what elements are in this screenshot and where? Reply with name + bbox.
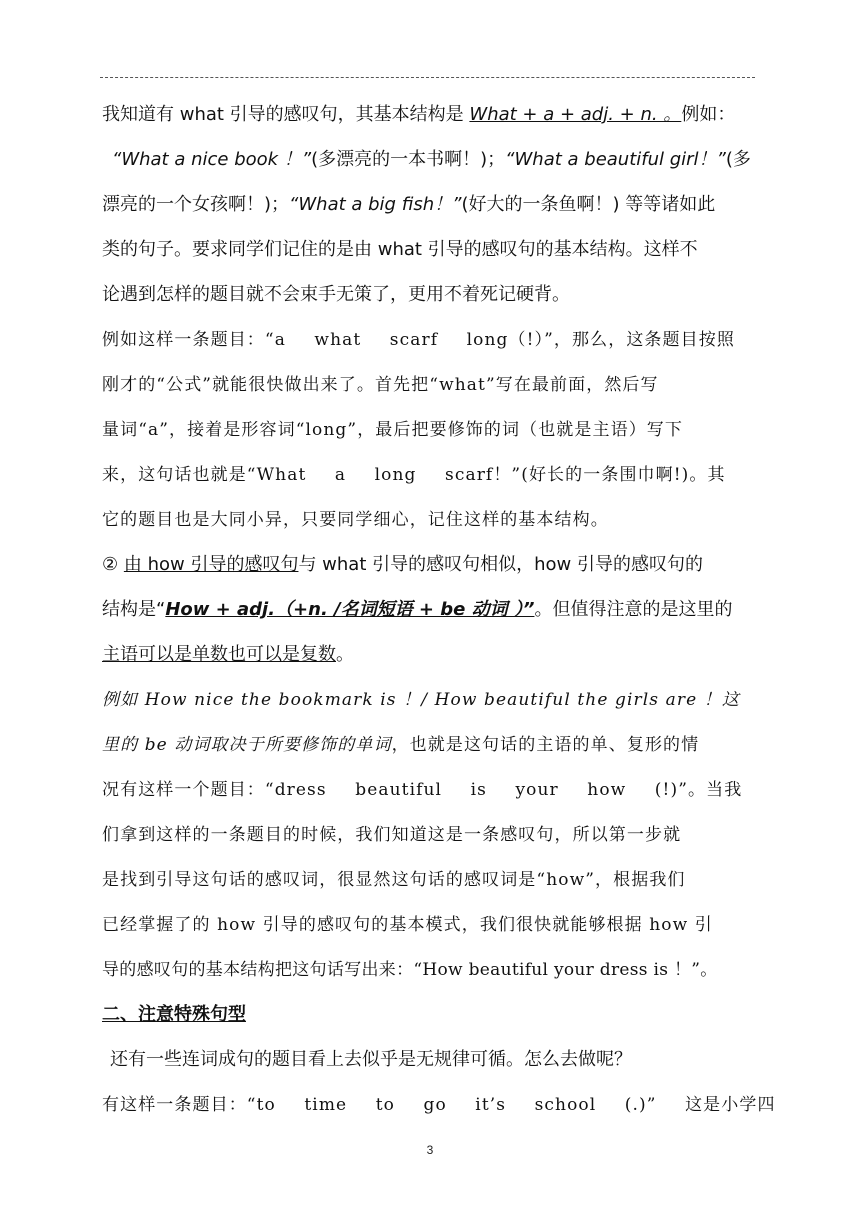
text-line [102, 1085, 776, 1125]
text-line [102, 770, 762, 810]
text-line [102, 365, 762, 405]
text-run: 。 [336, 644, 354, 665]
text-line [110, 1040, 770, 1080]
text-run: (好大的一条鱼啊！) 等等诸如此 [461, 194, 716, 215]
page-number: 3 [426, 1143, 434, 1157]
text-line [102, 860, 762, 900]
text-line [102, 725, 762, 765]
text-run: ，也就是这句话的主语的单、复形的情 [391, 735, 700, 755]
text-run: 例如： [681, 104, 736, 125]
text-run: 漂亮的一个女孩啊！)； [102, 194, 290, 215]
example-sentence: “What a nice book ！” [112, 149, 312, 170]
text-run: 还有一些连词成句的题目看上去似乎是无规律可循。怎么去做呢？ [110, 1049, 632, 1070]
example-sentence: 例如 How nice the bookmark is ！/ How beautiful the girls are ！这 [102, 690, 740, 710]
text-line [102, 680, 762, 720]
text-run: 有这样一条题目：“to time to go it’s school (.)” 这是小学四 [102, 1095, 776, 1115]
example-sentence: “What a beautiful girl！” [505, 149, 726, 170]
text-run: 它的题目也是大同小异，只要同学细心，记住这样的基本结构。 [102, 510, 609, 530]
list-marker: ② [102, 554, 124, 575]
text-run: 我知道有 what 引导的感叹句，其基本结构是 [102, 104, 470, 125]
text-run: (多漂亮的一本书啊！)； [311, 149, 506, 170]
text-run: 况有这样一个题目：“dress beautiful is your how (!)”。当我 [102, 780, 743, 800]
emphasis-note: 主语可以是单数也可以是复数 [102, 644, 336, 665]
text-line [102, 545, 762, 585]
text-line [102, 635, 762, 675]
structure-formula: What + a + adj. + n. 。 [469, 104, 682, 125]
text-run: 论遇到怎样的题目就不会束手无策了，更用不着死记硬背。 [102, 284, 570, 305]
text-run: 类的句子。要求同学们记住的是由 what 引导的感叹句的基本结构。这样不 [102, 239, 698, 260]
text-run: 刚才的“公式”就能很快做出来了。首先把“what”写在最前面，然后写 [102, 375, 659, 395]
structure-formula: How + adj.（+n. /名词短语 + be 动词 ）” [165, 599, 535, 620]
text-run: 结构是“ [102, 599, 166, 620]
section-heading-text: 二、注意特殊句型 [102, 1004, 246, 1025]
text-line [102, 815, 762, 855]
text-run: 已经掌握了的 how 引导的感叹句的基本模式，我们很快就能够根据 how 引 [102, 915, 713, 935]
text-line [102, 185, 762, 225]
text-line [102, 230, 762, 270]
section-heading [102, 995, 762, 1035]
section-subheading: 由 how 引导的感叹句 [123, 554, 299, 575]
text-line [102, 500, 762, 540]
text-line [112, 140, 772, 180]
header-divider [100, 77, 755, 78]
text-run: 与 what 引导的感叹句相似，how 引导的感叹句的 [298, 554, 703, 575]
text-line [102, 275, 762, 315]
text-run: 是找到引导这句话的感叹词，很显然这句话的感叹词是“how”，根据我们 [102, 870, 686, 890]
text-run: 们拿到这样的一条题目的时候，我们知道这是一条感叹句，所以第一步就 [102, 825, 682, 845]
text-run: 来，这句话也就是“What a long scarf！”(好长的一条围巾啊!)。其 [102, 465, 726, 485]
text-run: 例如这样一条题目：“a what scarf long（!）”，那么，这条题目按照 [102, 330, 735, 350]
text-line [102, 950, 762, 990]
text-line [102, 455, 762, 495]
text-line [102, 320, 762, 360]
text-run: 导的感叹句的基本结构把这句话写出来：“How beautiful your dress is ！”。 [102, 960, 718, 980]
text-run: 。但值得注意的是这里的 [534, 599, 733, 620]
text-line [102, 590, 762, 630]
example-note: 里的 be 动词取决于所要修饰的单词 [102, 735, 392, 755]
text-run: 量词“a”，接着是形容词“long”，最后把要修饰的词（也就是主语）写下 [102, 420, 684, 440]
text-run: (多 [725, 149, 751, 170]
text-line [102, 410, 762, 450]
example-sentence: “What a big fish！” [289, 194, 462, 215]
text-line [102, 95, 762, 135]
text-line [102, 905, 762, 945]
